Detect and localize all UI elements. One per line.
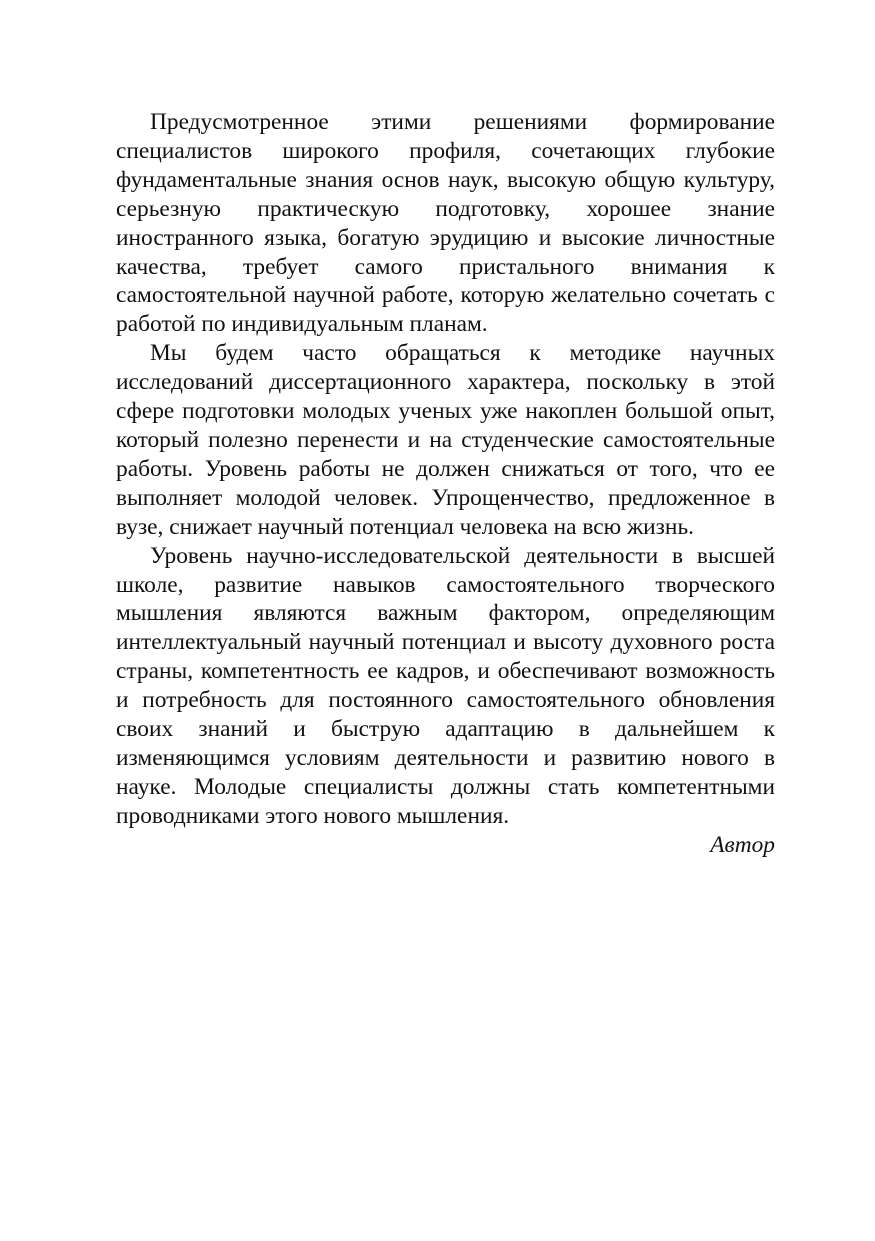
paragraph-research-level: Уровень научно-исследовательской деятельности в высшей школе, развитие навыков самостоятельного творческого мышления являются важным фактором, определяющим интеллектуальный научный потенциал и высоту духовного роста страны, компетентность ее кадров, и обеспечивают возможность и потребность для постоянного самостоятельного обновления своих знаний и быструю адаптацию в дальнейшем к изменяющимся условиям деятельности и развитию нового в науке. Молодые специалисты должны стать компетентными проводниками этого нового мышления.: [116, 542, 775, 829]
page-text-block: [116, 108, 775, 860]
paragraph-specialists-training: Предусмотренное этими решениями формирование специалистов широкого профиля, сочетающих глубокие фундаментальные знания основ наук, высокую общую культуру, серьезную практическую подготовку, хорошее знание иностранного языка, богатую эрудицию и высокие личностные качества, требует самого пристального внимания к самостоятельной научной работе, которую желательно сочетать с работой по индивидуальным планам.: [116, 109, 775, 338]
author-signature: Автор: [710, 831, 775, 858]
paragraph-research-methods: Мы будем часто обращаться к методике научных исследований диссертационного характера, поскольку в этой сфере подготовки молодых ученых уже накоплен большой опыт, который полезно перенести и на студенческие самостоятельные работы. Уровень работы не должен снижаться от того, что ее выполняет молодой человек. Упрощенчество, предложенное в вузе, снижает научный потенциал человека на всю жизнь.: [116, 340, 775, 540]
